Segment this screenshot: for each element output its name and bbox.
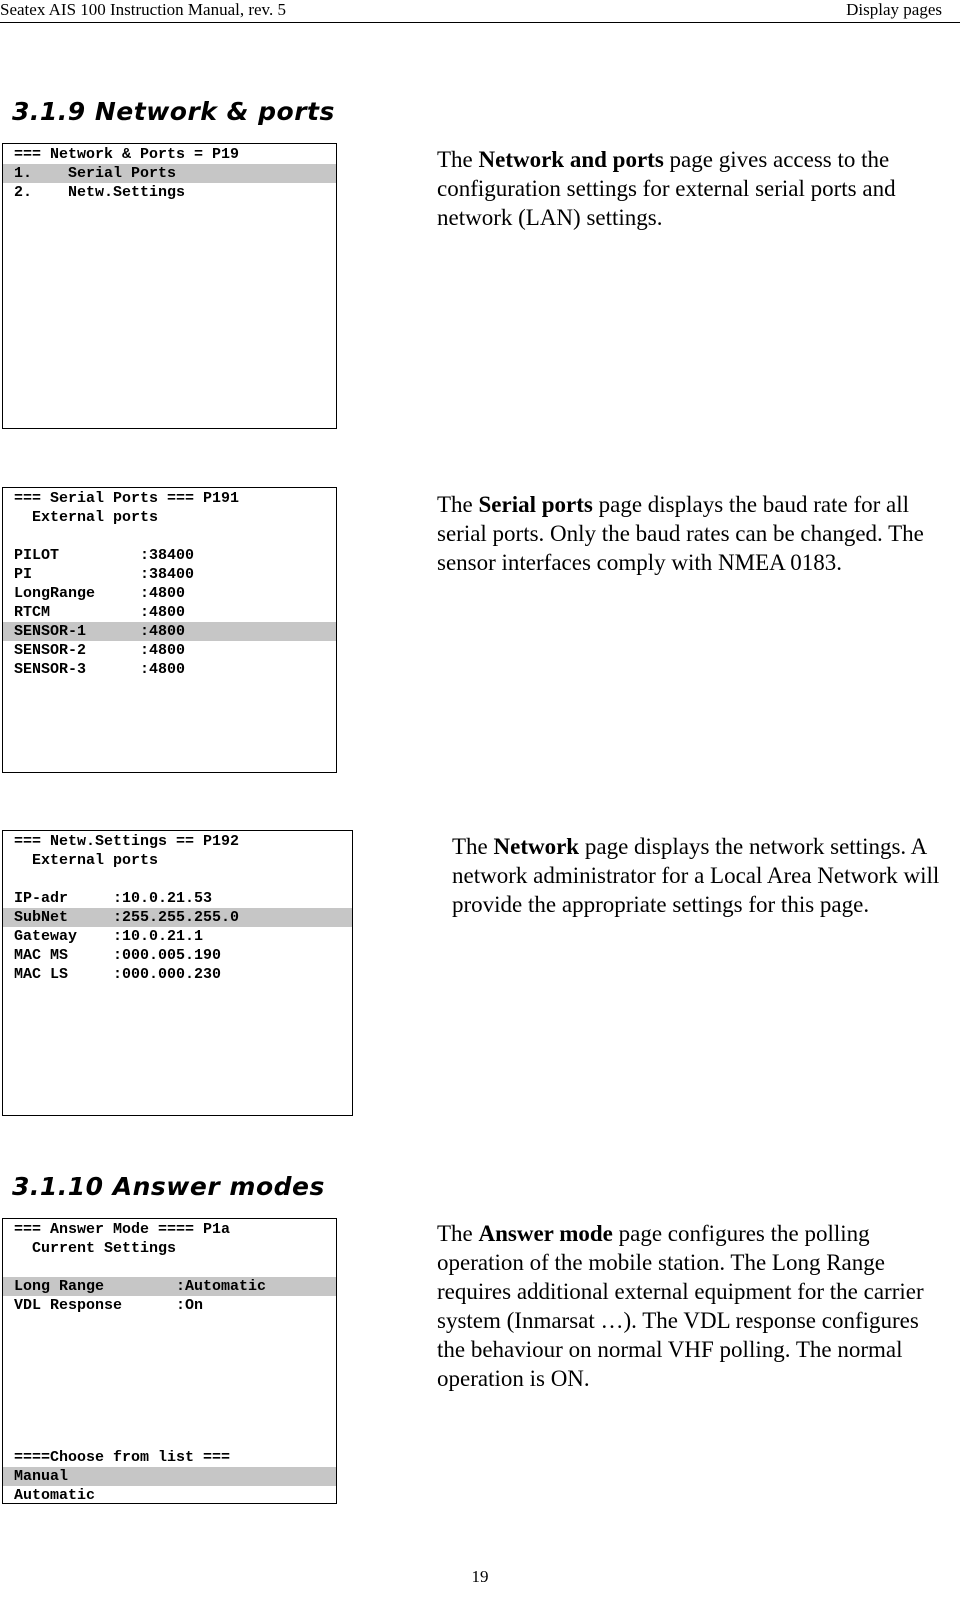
screen-line <box>3 870 352 889</box>
description-keyword: Answer mode <box>478 1221 613 1246</box>
screen-line <box>3 1353 336 1372</box>
screen-line <box>3 1258 336 1277</box>
screen-line: RTCM :4800 <box>14 604 186 621</box>
screen-line <box>3 1334 336 1353</box>
screen-netw-settings <box>2 830 353 1116</box>
page-number: 19 <box>471 1567 489 1586</box>
screen-line: SENSOR-3 :4800 <box>14 661 186 678</box>
description-keyword: Network <box>493 834 580 859</box>
description-network-ports: The Network and ports page gives access to the configuration settings for external serial ports and network (LAN) settings. <box>437 147 896 230</box>
screen-line <box>3 527 336 546</box>
screen-line: VDL Response :On <box>14 1297 204 1314</box>
description-answer-mode: The Answer mode page configures the polling operation of the mobile station. The Long Range requires additional external equipment for the carrier system (Inmarsat …). The VDL response configures the behaviour on normal VHF polling. The normal operation is ON. <box>437 1221 924 1391</box>
screen-line: SENSOR-1 :4800 <box>3 622 336 641</box>
screen-line: === Netw.Settings == P192 <box>14 833 240 850</box>
header-manual-title: Seatex AIS 100 Instruction Manual, rev. 5 <box>0 0 286 19</box>
description-keyword: Serial ports <box>478 492 593 517</box>
screen-line: MAC LS :000.000.230 <box>14 966 222 983</box>
screen-answer-mode <box>2 1218 337 1504</box>
screen-line <box>3 1429 336 1448</box>
screen-line: External ports <box>14 509 159 526</box>
section-title-network-ports: 3.1.9 Network & ports <box>12 97 335 126</box>
screen-line: Gateway :10.0.21.1 <box>14 928 204 945</box>
screen-line <box>3 1391 336 1410</box>
screen-line: Manual <box>3 1467 336 1486</box>
screen-line: Long Range :Automatic <box>3 1277 336 1296</box>
page-header <box>0 0 960 23</box>
screen-line: 2. Netw.Settings <box>14 184 186 201</box>
description-keyword: Network and ports <box>478 147 664 172</box>
screen-line: Current Settings <box>14 1240 177 1257</box>
screen-line: SubNet :255.255.255.0 <box>3 908 352 927</box>
screen-line: External ports <box>14 852 159 869</box>
screen-line: ====Choose from list === <box>14 1449 231 1466</box>
screen-network-ports <box>2 143 337 429</box>
header-section-name: Display pages <box>846 0 942 19</box>
section-title-answer-modes: 3.1.10 Answer modes <box>12 1172 325 1201</box>
description-serial-ports: The Serial ports page displays the baud rate for all serial ports. Only the baud rates can be changed. The sensor interfaces comply with NMEA 0183. <box>437 492 924 575</box>
screen-line: 1. Serial Ports <box>3 164 336 183</box>
screen-serial-ports <box>2 487 337 773</box>
screen-line <box>3 1372 336 1391</box>
screen-line: Automatic <box>14 1487 96 1504</box>
screen-line: === Answer Mode ==== P1a <box>14 1221 231 1238</box>
screen-line: LongRange :4800 <box>14 585 186 602</box>
screen-line <box>3 1315 336 1334</box>
screen-line: PI :38400 <box>14 566 195 583</box>
screen-line: === Network & Ports = P19 <box>14 146 240 163</box>
screen-line <box>3 1410 336 1429</box>
screen-line: MAC MS :000.005.190 <box>14 947 222 964</box>
screen-line: === Serial Ports === P191 <box>14 490 240 507</box>
screen-line: PILOT :38400 <box>14 547 195 564</box>
screen-line: IP-adr :10.0.21.53 <box>14 890 213 907</box>
screen-line: SENSOR-2 :4800 <box>14 642 186 659</box>
description-network: The Network page displays the network settings. A network administrator for a Local Area Network will provide the appropriate settings for this page. <box>452 834 940 917</box>
